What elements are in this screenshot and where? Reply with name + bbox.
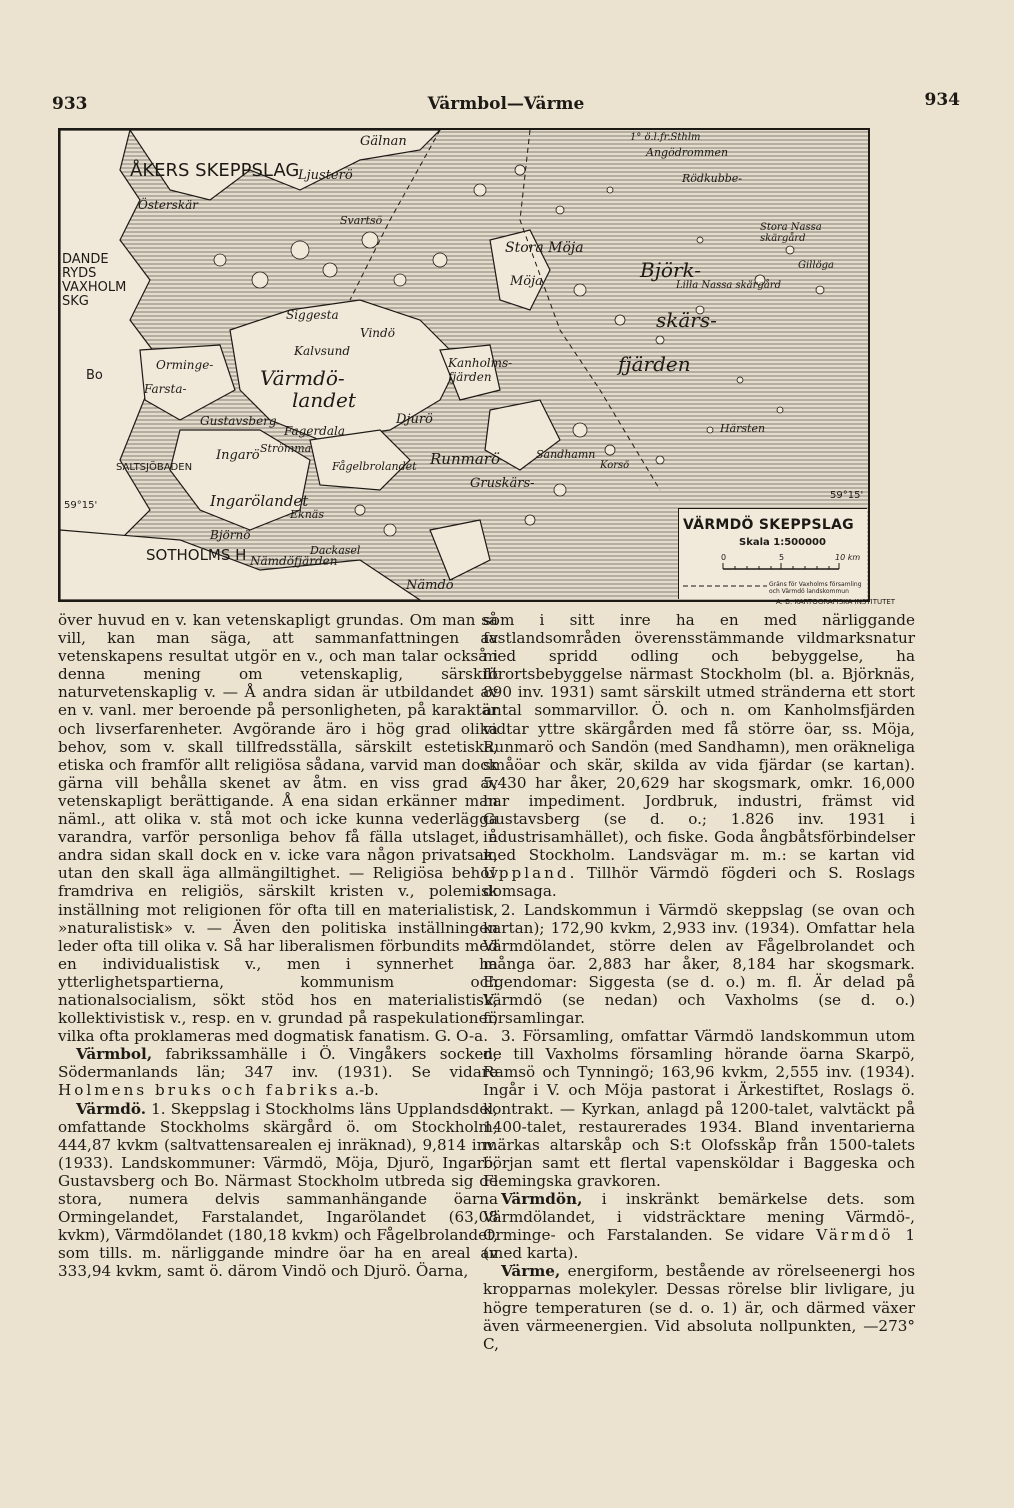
map-label-harsten: Härsten [720,422,766,435]
map-label-kalvsund: Kalvsund [294,344,351,358]
entry-tail: 1 (med karta). [483,1226,915,1263]
map-label-bjorno: Björnö [210,528,251,542]
paragraph-landskommun: 2. Landskommun i Värmdö skeppslag (se ovan och kartan); 172,90 kvkm, 2,933 inv. (1934). Omfattar hela Värmdölandet, större delen av Fågelbrolandet och många öar. 2,883 har åker, 8,184 har skogsmark. Egendomar: Siggesta (se d. o.) m. fl. Är delad på Värmdö (se nedan) och Vaxholms (se d. o.) församlingar. [483,900,915,1028]
legend-note: Gräns för Vaxholms församling och Värmdö landskommun [769,581,862,595]
map-label-galnan: Gälnan [360,134,407,149]
map-coordinate-right: 59°15' [830,490,864,501]
map-legend [678,508,867,599]
map-coordinate-left: 59°15' [64,500,98,511]
entry-varmbol [58,1045,498,1099]
map-label-siggesta: Siggesta [286,308,339,322]
entry-varmdon [483,1190,915,1262]
map-label-sotholms: SOTHOLMS H [146,546,247,564]
spaced-reference: Värmdö [816,1226,894,1245]
map-label-saltsjobaden: SALTSJÖBADEN [116,462,193,473]
scale-tick-0: 0 [721,553,727,562]
map-credit: A.-B. KARTOGRAFISKA INSTITUTET [776,598,896,606]
map-label-orminge: Orminge- [156,358,214,372]
varmdo-map [58,128,870,602]
entry-tail: . Tillhör Värmdö fögderi och S. Roslags domsaga. [483,864,915,901]
map-label-danderyd: DANDE [62,252,109,267]
map-label-gustavsberg: Gustavsberg [200,414,277,428]
lemma: Värmdö. [76,1099,147,1118]
map-label-akers: ÅKERS SKEPPSLAG [130,160,300,181]
entry-text: energiform, bestående av rörelseenergi hos kropparnas molekyler. Dessas rörelse blir livligare, ju högre temperaturen (se d. o. 1) är, och därmed växer även värmeenergien. Vid absoluta nollpunkten, —273° C, [483,1262,915,1353]
map-label-vindo: Vindö [360,326,395,340]
map-label-nassa: Stora Nassa skärgård [760,222,822,244]
spaced-reference: Uppland [483,864,570,883]
map-label-angodromm: Angödrommen [646,146,729,159]
map-label-farsta: Farsta- [144,382,187,396]
map-label-rodkubbe: Rödkubbe- [682,172,743,185]
map-label-stromma: Strömma [260,442,312,455]
map-label-fjarden: fjärden [618,352,691,376]
map-label-svartso: Svartsö [340,214,383,227]
scale-tick-5: 5 [779,553,785,562]
map-label-sthlm: 1° ö.l.fr.Sthlm [630,132,701,143]
map-label-fagelbro: Fågelbrolandet [332,460,417,473]
map-label-eknas: Eknäs [290,508,324,521]
entry-tail: a.-b. [340,1081,379,1100]
paragraph-continuation: över huvud en v. kan vetenskapligt grundas. Om man så vill, kan man säga, att sammanfattningen av vetenskapens resultat utgör en v., och man talar också i denna mening om vetenskaplig, särskilt naturvetenskaplig v. — Å andra sidan är utbildandet av en v. vanl. mer beroende på personligheten, på karaktär och livserfarenheter. Avgörande äro i hög grad olika behov, som v. skall tillfredsställa, särskilt estetiska, etiska och framför allt religiösa sådana, varvid man dock gärna vill behålla skenet av åtm. en viss grad av vetenskapligt berättigande. Å ena sidan erkänner man näml., att olika v. stå mot och icke kunna vederlägga varandra, varför personliga behov få fälla utslaget, å andra sidan skall dock en v. icke vara någon privatsak, utan den skall äga allmängiltighet. — Religiösa behov framdriva en religiös, särskilt kristen v., polemisk inställning mot religionen för ofta till en materialistisk, »naturalistisk» v. — Även den politiska inställningen leder ofta till olika v. Så har liberalismen förbundits med en individualistisk v., men i synnerhet ha ytterlighetspartierna, kommunism och nationalsocialism, sökt stöd hos en materialistisk, kollektivistisk v., resp. en v. grundad på raspekulationer, vilka ofta proklameras med dogmatisk fanatism. G. O-a. [58,611,498,1046]
map-label-ingarolandet: Ingarölandet [210,492,309,510]
entry-text: som i sitt inre ha en med närliggande fastlandsområden överensstämmande vildmarksnatur med spridd odling och bebyggelse, ha förortsbebyggelse närmast Stockholm (bl. a. Björknäs, 890 inv. 1931) samt särskilt utmed stränderna ett stort antal sommarvillor. Ö. och n. om Kanholmsfjärden vidtar yttre skärgården med få större öar, ss. Möja, Runmarö och Sandön (med Sandhamn), men oräkneliga småöar och skär, skilda av vida fjärdar (se kartan). 5,430 har åker, 20,629 har skogsmark, omkr. 16,000 har impediment. Jordbruk, industri, främst vid Gustavsberg (se d. o.; 1.826 inv. 1931 i industrisamhället), och fiske. Goda ångbåtsförbindelser med Stockholm. Landsvägar m. m.: se kartan vid [483,611,916,865]
entry-text: i inskränkt bemärkelse dets. som Värmdölandet, i vidsträcktare mening Värmdö-, Orminge- och Farstalanden. Se vidare [483,1190,915,1245]
map-label-lilla-nassa: Lilla Nassa skärgård [676,280,781,291]
map-label-ostersker: Österskär [138,198,198,212]
paragraph-forsamling: 3. Församling, omfattar Värmdö landskommun utom de till Vaxholms församling hörande öarna Skarpö, Ramsö och Tynningö; 163,96 kvkm, 2,555 inv. (1934). Ingår i V. och Möja pastorat i Ärkestiftet, Roslags ö. kontrakt. — Kyrkan, anlagd på 1200-talet, valvtäckt på 1400-talet, restaurerades 1934. Bland inventarierna märkas altarskåp och S:t Olofsskåp från 1500-talets början samt ett flertal vapensköldar i Baggeska och Flemingska gravkoren. [483,1027,915,1190]
map-label-stora-moja: Stora Möja [505,240,584,256]
map-label-landet: landet [292,388,356,412]
lemma: Värmbol, [76,1045,153,1064]
running-title: Värmbol—Värme [427,94,585,114]
map-label-bo: Bo [86,368,103,383]
map-label-ryds: RYDS [62,266,97,281]
map-label-runmaro: Runmarö [430,450,500,468]
page-number-right: 934 [924,90,960,110]
page-number-left: 933 [52,94,88,114]
map-label-korso: Korsö [600,460,630,471]
entry-varme [483,1262,915,1352]
spaced-reference: Holmens bruks och fabriks [58,1081,341,1100]
paragraph-continuation [483,611,915,901]
map-label-namdofjarden: Nämdöfjärden [250,554,338,568]
legend-scale: Skala 1:500000 [739,537,826,548]
legend-boundary-symbol [683,583,767,589]
left-column [58,611,498,1280]
map-label-djuro: Djurö [396,412,433,427]
map-label-dackasel: Dackasel [310,544,361,557]
entry-text: 1. Skeppslag i Stockholms läns Upplandsdel, omfattande Stockholms skärgård ö. om Stockholm; 444,87 kvkm (saltvattensarealen ej inräknad), 9,814 inv. (1933). Landskommuner: Värmdö, Möja, Djurö, Ingarö, Gustavsberg och Bo. Närmast Stockholm utbreda sig de stora, numera delvis sammanhängande öarna Ormingelandet, Farstalandet, Ingarölandet (63,08 kvkm), Värmdölandet (180,18 kvkm) och Fågelbrolandet, som tills. m. närliggande mindre öar ha en areal av 333,94 kvkm, samt ö. därom Vindö och Djurö. Öarna, [58,1099,498,1281]
map-label-gruskars: Gruskärs- [470,476,535,491]
scale-tick-10: 10 km [835,553,861,562]
map-label-skg: SKG [62,294,89,309]
map-label-kanholms: Kanholms- fjärden [448,356,513,384]
map-label-ljustero: Ljusterö [298,168,353,183]
lemma: Värme, [501,1262,561,1281]
map-label-bjorkskar: Björk- [640,258,702,282]
map-label-varmdolandet: Värmdö- [260,366,345,390]
right-column [483,611,915,1353]
map-label-skars: skärs- [656,308,717,332]
map-label-gillöga: Gillöga [798,260,834,271]
map-label-namdo: Nämdö [406,578,454,593]
map-label-vaxholm: VAXHOLM [62,280,127,295]
entry-text: fabrikssamhälle i Ö. Vingåkers socken, Södermanlands län; 347 inv. (1931). Se vidare [58,1045,498,1082]
lemma: Värmdön, [501,1190,583,1208]
legend-title: VÄRMDÖ SKEPPSLAG [683,517,854,533]
map-label-sandhamn: Sandhamn [536,448,596,461]
map-label-moja: Möja [510,274,543,289]
entry-varmdo [58,1100,498,1281]
map-label-fagerdala: Fagerdala [284,424,346,438]
map-label-ingaro: Ingarö [216,448,260,463]
page-header [52,90,960,120]
